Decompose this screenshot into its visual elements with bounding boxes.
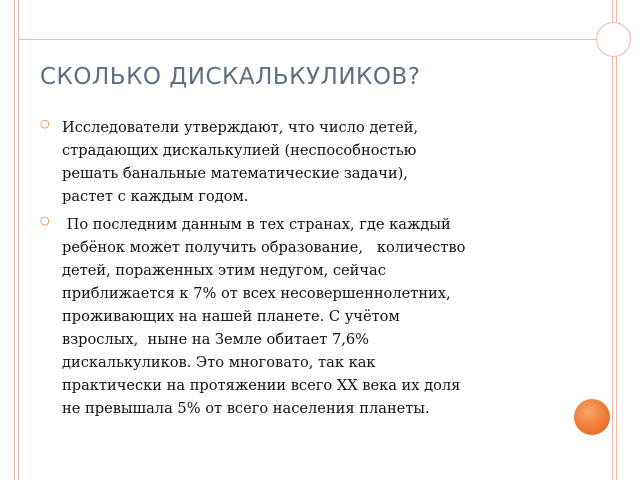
bullet-2-line-7: дискалькуликов. Это многовато, так как [62,354,376,371]
bullet-2-line-8: практически на протяжении всего XX века их доля [62,377,461,394]
bullet-2-line-3: детей, пораженных этим недугом, сейчас [62,262,386,279]
bullet-icon: ○ [40,117,50,130]
bullet-2-line-1: По последним данным в тех странах, где каждый [62,216,451,233]
decorative-ring-circle [596,22,631,57]
slide-title: СКОЛЬКО ДИСКАЛЬКУЛИКОВ? [40,64,421,90]
frame-line-left [14,0,15,480]
bullet-1-line-3: решать банальные математические задачи), [62,165,408,182]
frame-line-left-inner [18,0,19,480]
bullet-2-line-9: не превышала 5% от всего населения планеты. [62,400,430,417]
bullet-2-line-4: приближается к 7% от всех несовершеннолетних, [62,285,451,302]
bullet-item-2 [40,213,600,420]
bullet-1-line-2: страдающих дискалькулией (неспособностью [62,142,417,159]
frame-line-right [612,0,613,480]
bullet-1-line-1: Исследователи утверждают, что число детей, [62,119,419,136]
bullet-1-line-4: растет с каждым годом. [62,188,249,205]
bullet-list [40,116,600,425]
bullet-text-1 [62,116,600,208]
bullet-2-line-6: взрослых, ныне на Земле обитает 7,6% [62,331,370,348]
frame-line-right-outer [616,0,617,480]
top-divider-line [19,39,612,40]
bullet-2-line-2: ребёнок может получить образование, количество [62,239,466,256]
bullet-text-2 [62,213,600,420]
bullet-item-1 [40,116,600,208]
bullet-2-line-5: проживающих на нашей планете. С учётом [62,308,400,325]
bullet-icon: ○ [40,214,50,227]
